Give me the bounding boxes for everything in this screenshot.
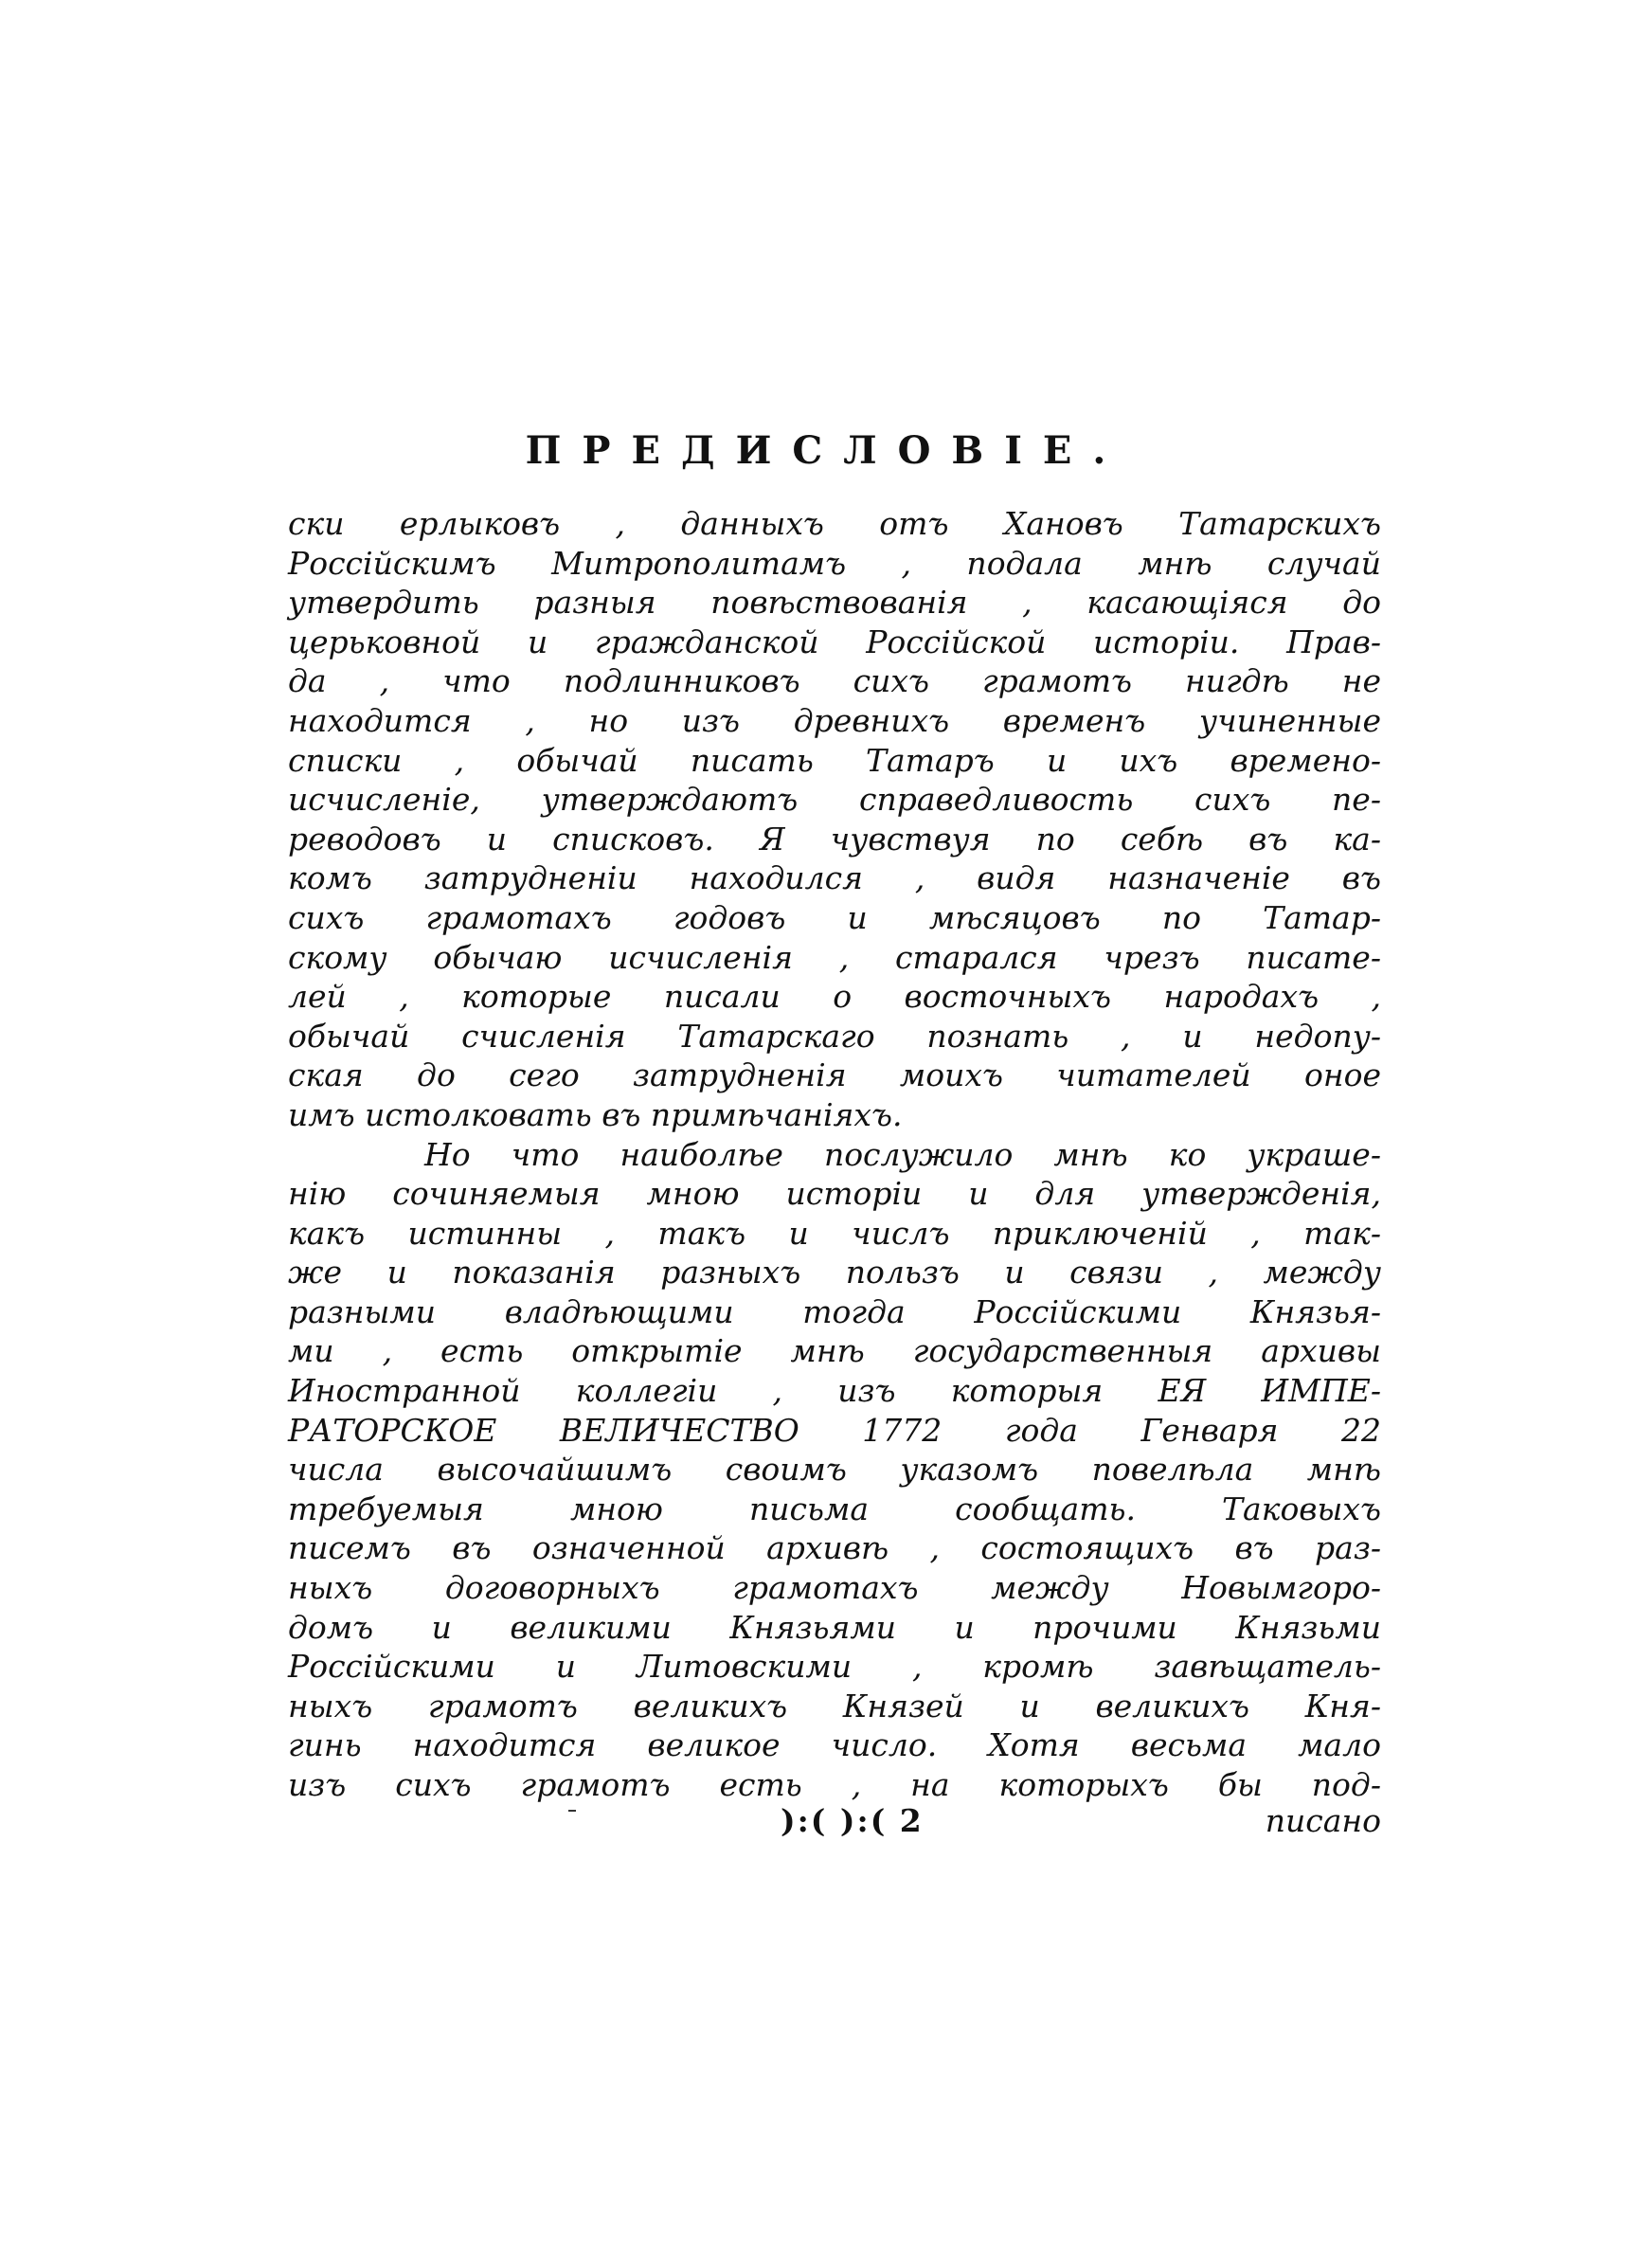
- text-line: нію сочиняемыя мною исторіи и для утвержденія,: [288, 1175, 1381, 1213]
- page-footer: [288, 1800, 1381, 1842]
- catchword: писано: [1265, 1802, 1381, 1839]
- text-line: гинь находится великое число. Хотя весьма мало: [288, 1726, 1381, 1764]
- text-line: Иностранной коллегіи , изъ которыя ЕЯ ИМПЕ-: [288, 1372, 1381, 1410]
- text-line: числа высочайшимъ своимъ указомъ повелѣла мнѣ: [288, 1451, 1381, 1489]
- text-line: ныхъ договорныхъ грамотахъ между Новымгоро-: [288, 1569, 1381, 1607]
- text-line: разными владѣющими тогда Россійскими Князья-: [288, 1292, 1381, 1330]
- text-line: Россійскими и Литовскими , кромѣ завѣщатель-: [288, 1648, 1381, 1686]
- text-line: лей , которые писали о восточныхъ народахъ ,: [288, 978, 1381, 1016]
- body-text: [288, 504, 1381, 1805]
- text-line: имъ истолковать въ примѣчаніяхъ.: [288, 1095, 903, 1133]
- text-line: писемъ въ означенной архивѣ , состоящихъ въ раз-: [288, 1529, 1381, 1567]
- text-line: реводовъ и списковъ. Я чувствуя по себѣ въ ка-: [288, 820, 1381, 858]
- text-line: требуемыя мною письма сообщать. Таковыхъ: [288, 1490, 1381, 1527]
- text-line: сихъ грамотахъ годовъ и мѣсяцовъ по Татар-: [288, 898, 1381, 936]
- text-line: обычай счисленія Татарскаго познать , и недопу-: [288, 1017, 1381, 1055]
- text-line: да , что подлинниковъ сихъ грамотъ нигдѣ не: [288, 662, 1381, 700]
- text-line: РАТОРСКОЕ ВЕЛИЧЕСТВО 1772 года Генваря 22: [288, 1411, 1381, 1449]
- text-line: списки , обычай писать Татаръ и ихъ времено-: [288, 741, 1381, 779]
- text-line: утвердить разныя повѣствованія , касающіяся до: [288, 584, 1381, 622]
- text-line: комъ затрудненіи находился , видя назначеніе въ: [288, 859, 1381, 897]
- text-line: ская до сего затрудненія моихъ читателей оное: [288, 1056, 1381, 1094]
- text-line: какъ истинны , такъ и числъ приключеній , так-: [288, 1214, 1381, 1252]
- text-line: исчисленіе, утверждаютъ справедливость сихъ пе-: [288, 781, 1381, 819]
- text-line: ми , есть открытіе мнѣ государственныя архивы: [288, 1332, 1381, 1370]
- text-line: Россійскимъ Митрополитамъ , подала мнѣ случай: [288, 544, 1381, 582]
- footer-dash: [568, 1810, 576, 1812]
- page-title: ПРЕДИСЛОВІЕ.: [525, 428, 1127, 473]
- text-line: же и показанія разныхъ пользъ и связи , между: [288, 1254, 1381, 1291]
- text-line: ныхъ грамотъ великихъ Князей и великихъ Кня-: [288, 1687, 1381, 1724]
- text-line: Но что наиболѣе послужило мнѣ ко украше-: [424, 1135, 1381, 1173]
- text-line: изъ сихъ грамотъ есть , на которыхъ бы под-: [288, 1766, 1381, 1803]
- text-line: церьковной и гражданской Россійской исторіи. Прав-: [288, 623, 1381, 660]
- text-line: находится , но изъ древнихъ временъ учиненные: [288, 701, 1381, 739]
- text-line: ски ерлыковъ , данныхъ отъ Хановъ Татарскихъ: [288, 505, 1381, 542]
- text-line: домъ и великими Князьями и прочими Князьми: [288, 1608, 1381, 1646]
- signature-mark: ):( ):( 2: [781, 1802, 924, 1839]
- text-line: скому обычаю исчисленія , старался чрезъ писате-: [288, 938, 1381, 976]
